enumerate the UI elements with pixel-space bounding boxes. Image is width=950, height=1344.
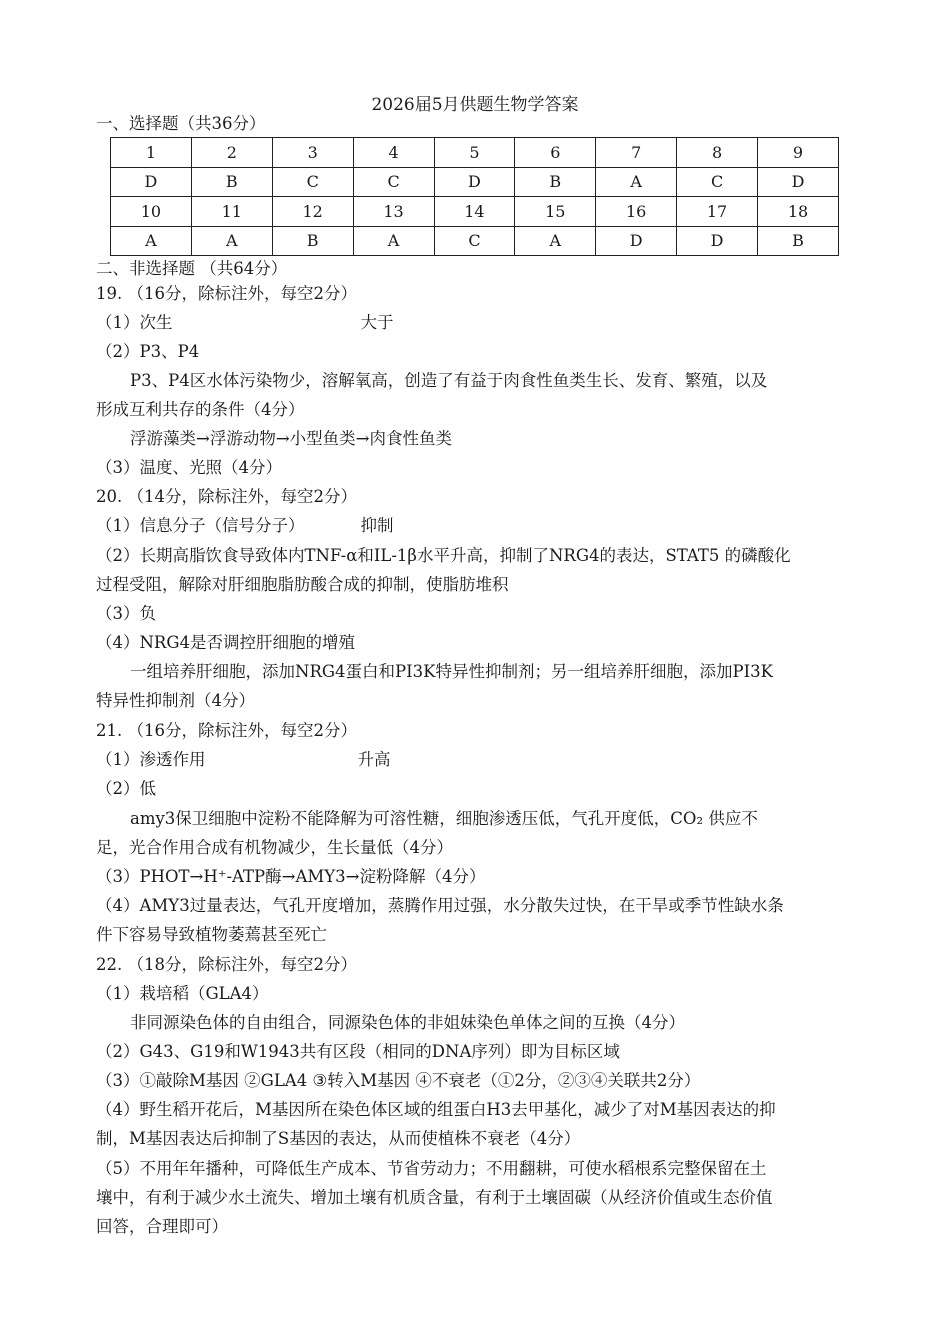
q20-answer-3: （3）负 [96,604,156,623]
q19-food-chain: 浮游藻类→浮游动物→小型鱼类→肉食性鱼类 [130,429,452,448]
q19-answer-1 [96,312,394,334]
table-cell: 3 [272,138,353,168]
q22-answer-1: （1）栽培稻（GLA4） [96,984,269,1003]
table-cell: 5 [434,138,515,168]
section-choice-heading: 一、选择题（共36分） [96,114,266,133]
table-cell: A [111,226,192,256]
q20-answer-4: （4）NRG4是否调控肝细胞的增殖 [96,633,356,652]
q19-heading: 19. （16分，除标注外，每空2分） [96,284,357,303]
table-cell: D [677,226,758,256]
q20-answer-1 [96,515,394,537]
q20-answer-1b: 抑制 [360,516,394,535]
table-cell: 13 [353,197,434,227]
q19-answer-1b: 大于 [360,313,394,332]
page-title: 2026届5月供题生物学答案 [371,95,579,115]
q22-answer-2: （2）G43、G19和W1943共有区段（相同的DNA序列）即为目标区域 [96,1042,620,1061]
table-cell: 14 [434,197,515,227]
table-cell: 12 [272,197,353,227]
table-cell: C [272,167,353,197]
table-cell: 6 [515,138,596,168]
q20-answer-2-cont: 过程受阻，解除对肝细胞脂肪酸合成的抑制，使脂肪堆积 [96,575,509,594]
table-cell: B [515,167,596,197]
table-cell: B [191,167,272,197]
table-cell: 4 [353,138,434,168]
table-cell: 7 [596,138,677,168]
q21-answer-4-cont: 件下容易导致植物萎蔫甚至死亡 [96,925,327,944]
q20-answer-1a: （1）信息分子（信号分子） [96,516,305,535]
table-cell: 17 [677,197,758,227]
table-cell: D [111,167,192,197]
table-cell: D [758,167,839,197]
q20-answer-4-text: 一组培养肝细胞，添加NRG4蛋白和PI3K特异性抑制剂；另一组培养肝细胞，添加PI3K [130,662,773,681]
table-cell: 10 [111,197,192,227]
q21-heading: 21. （16分，除标注外，每空2分） [96,721,357,740]
choice-answer-table [110,137,839,256]
q19-answer-1a: （1）次生 [96,313,173,332]
q21-answer-2-text: amy3保卫细胞中淀粉不能降解为可溶性糖，细胞渗透压低，气孔开度低，CO₂ 供应不 [130,809,758,828]
section-nonchoice-heading: 二、非选择题 （共64分） [96,259,288,278]
table-cell: 1 [111,138,192,168]
table-row [111,167,839,197]
q22-answer-5: （5）不用年年播种，可降低生产成本、节省劳动力；不用翻耕，可使水稻根系完整保留在土 [96,1159,767,1178]
q22-heading: 22. （18分，除标注外，每空2分） [96,955,357,974]
q21-answer-2-cont: 足，光合作用合成有机物减少，生长量低（4分） [96,838,453,857]
q19-answer-2-text: P3、P4区水体污染物少，溶解氧高，创造了有益于肉食性鱼类生长、发育、繁殖，以及 [130,371,768,390]
table-cell: A [596,167,677,197]
table-cell: C [353,167,434,197]
q20-answer-2: （2）长期高脂饮食导致体内TNF-α和IL-1β水平升高，抑制了NRG4的表达，STAT5 的磷酸化 [96,546,791,565]
q22-answer-5-cont: 壤中，有利于减少水土流失、增加土壤有机质含量，有利于土壤固碳（从经济价值或生态价值 [96,1188,773,1207]
q19-answer-2-text-cont: 形成互利共存的条件（4分） [96,400,305,419]
table-cell: 11 [191,197,272,227]
table-cell: 9 [758,138,839,168]
q21-answer-1b: 升高 [357,750,391,769]
table-cell: 8 [677,138,758,168]
q20-answer-4-cont: 特异性抑制剂（4分） [96,691,255,710]
q20-heading: 20. （14分，除标注外，每空2分） [96,487,357,506]
table-cell: A [353,226,434,256]
q19-answer-2: （2）P3、P4 [96,342,200,361]
q22-answer-5-end: 回答，合理即可） [96,1217,228,1236]
table-cell: D [434,167,515,197]
table-row [111,138,839,168]
table-cell: A [191,226,272,256]
table-cell: 15 [515,197,596,227]
table-cell: 16 [596,197,677,227]
q21-answer-1 [96,749,391,771]
table-row [111,197,839,227]
q22-answer-3: （3）①敲除M基因 ②GLA4 ③转入M基因 ④不衰老（①2分，②③④关联共2分） [96,1071,701,1090]
table-cell: 2 [191,138,272,168]
table-cell: A [515,226,596,256]
q22-answer-4-cont: 制，M基因表达后抑制了S基因的表达，从而使植株不衰老（4分） [96,1129,581,1148]
table-row [111,226,839,256]
table-cell: C [677,167,758,197]
table-cell: B [758,226,839,256]
q21-answer-4: （4）AMY3过量表达，气孔开度增加，蒸腾作用过强，水分散失过快，在干旱或季节性缺水条 [96,896,784,915]
table-cell: 18 [758,197,839,227]
table-cell: C [434,226,515,256]
q21-answer-3: （3）PHOT→H⁺-ATP酶→AMY3→淀粉降解（4分） [96,867,486,886]
q22-answer-1-text: 非同源染色体的自由组合，同源染色体的非姐妹染色单体之间的互换（4分） [130,1013,685,1032]
q19-answer-3: （3）温度、光照（4分） [96,458,282,477]
q21-answer-1a: （1）渗透作用 [96,750,206,769]
table-cell: D [596,226,677,256]
q21-answer-2: （2）低 [96,779,156,798]
table-cell: B [272,226,353,256]
q22-answer-4: （4）野生稻开花后，M基因所在染色体区域的组蛋白H3去甲基化，减少了对M基因表达的抑 [96,1100,776,1119]
